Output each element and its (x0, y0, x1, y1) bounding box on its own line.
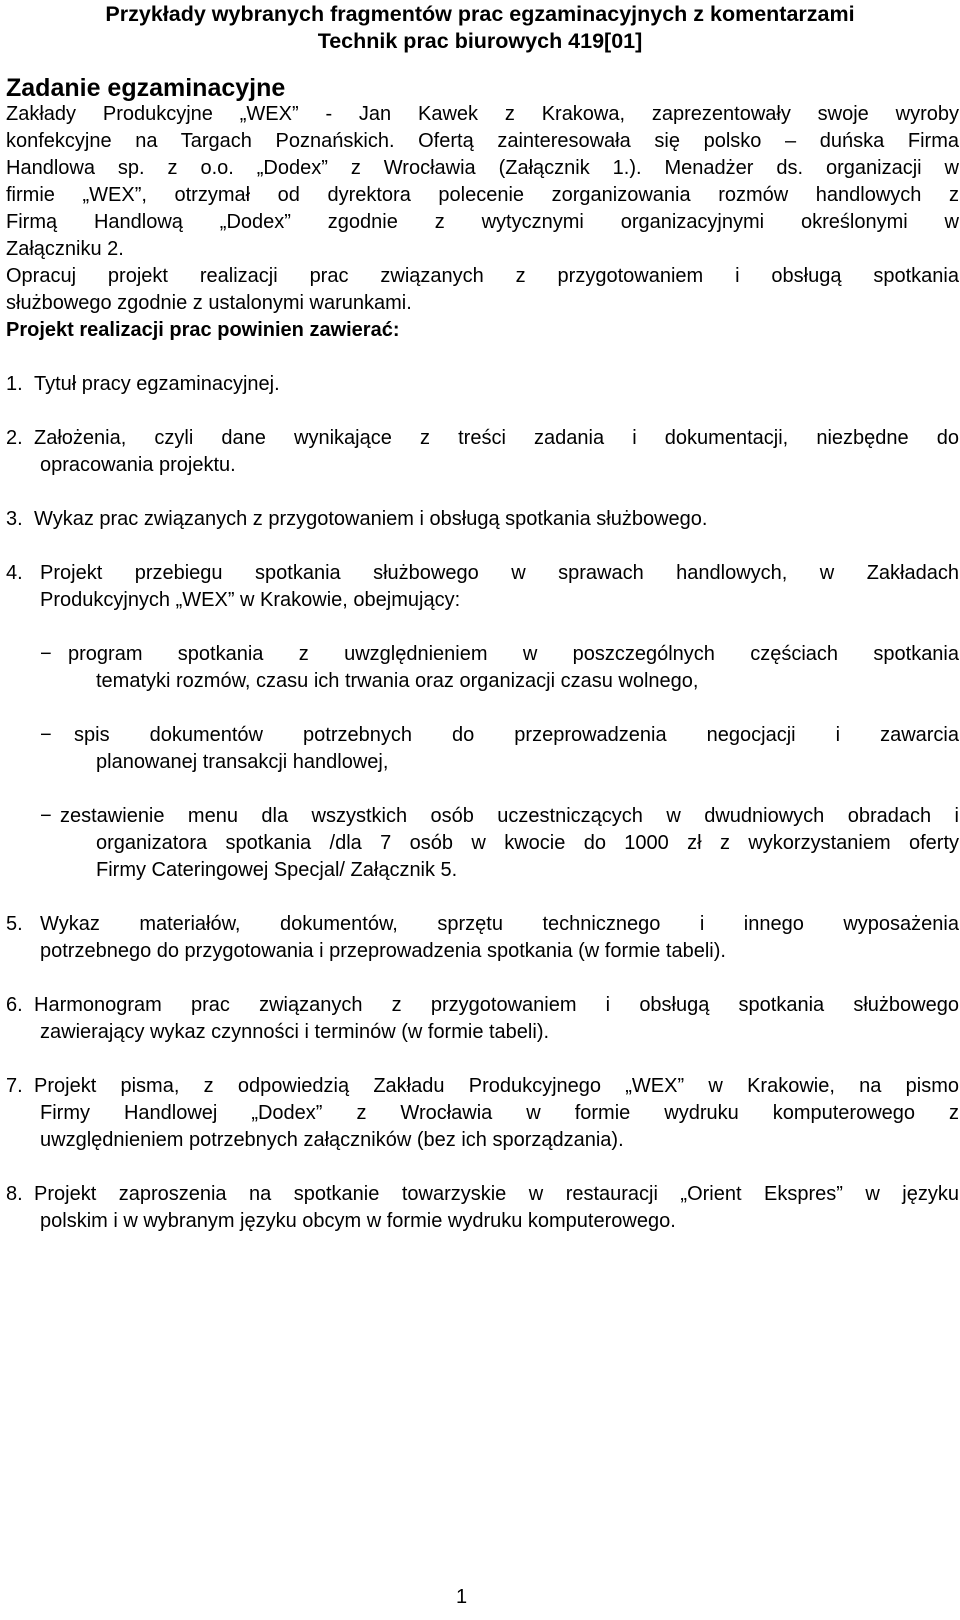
item-number: 6. (6, 994, 23, 1016)
item-text: zawierający wykaz czynności i terminów (w formie tabeli). (40, 1021, 550, 1043)
intro-line: Firmą Handlową „Dodex” zgodnie z wytycznymi organizacyjnymi określonymi w (6, 211, 959, 233)
item-number: 3. (6, 508, 23, 530)
item-text: Firmy Handlowej „Dodex” z Wrocławia w formie wydruku komputerowego z (40, 1102, 959, 1124)
item-text: polskim i w wybranym języku obcym w formie wydruku komputerowego. (40, 1210, 676, 1232)
header-title: Przykłady wybranych fragmentów prac egzaminacyjnych z komentarzami (105, 2, 855, 26)
item-number: 2. (6, 427, 23, 449)
item-text: Projekt zaproszenia na spotkanie towarzyskie w restauracji „Orient Ekspres” w języku (34, 1183, 959, 1205)
item-number: 5. (6, 913, 23, 935)
item-text: Tytuł pracy egzaminacyjnej. (34, 373, 280, 395)
item-text: Projekt pisma, z odpowiedzią Zakładu Produkcyjnego „WEX” w Krakowie, na pismo (34, 1075, 959, 1097)
item-number: 4. (6, 562, 23, 584)
intro-line: Handlowa sp. z o.o. „Dodex” z Wrocławia (Załącznik 1.). Menadżer ds. organizacji w (6, 157, 959, 179)
dash-marker: − (40, 643, 52, 665)
sub-item-text: spis dokumentów potrzebnych do przeprowadzenia negocjacji i zawarcia (74, 724, 959, 746)
intro-line: Załączniku 2. (6, 238, 124, 260)
item-number: 1. (6, 373, 23, 395)
page-number: 1 (456, 1586, 468, 1608)
sub-item-text: Firmy Cateringowej Specjal/ Załącznik 5. (96, 859, 458, 881)
item-text: Wykaz prac związanych z przygotowaniem i obsługą spotkania służbowego. (34, 508, 708, 530)
item-text: Harmonogram prac związanych z przygotowaniem i obsługą spotkania służbowego (34, 994, 959, 1016)
item-text: Wykaz materiałów, dokumentów, sprzętu technicznego i innego wyposażenia (40, 913, 959, 935)
sub-item-text: planowanej transakcji handlowej, (96, 751, 389, 773)
dash-marker: − (40, 724, 52, 746)
instruction-line: służbowego zgodnie z ustalonymi warunkami. (6, 292, 412, 314)
intro-line: firmie „WEX”, otrzymał od dyrektora polecenie zorganizowania rozmów handlowych z (6, 184, 959, 206)
intro-line: Zakłady Produkcyjne „WEX” - Jan Kawek z Krakowa, zaprezentowały swoje wyroby (6, 103, 959, 125)
sub-item-text: tematyki rozmów, czasu ich trwania oraz organizacji czasu wolnego, (96, 670, 699, 692)
item-text: Założenia, czyli dane wynikające z treści zadania i dokumentacji, niezbędne do (34, 427, 959, 449)
project-heading: Projekt realizacji prac powinien zawierać: (6, 319, 400, 341)
instruction-line: Opracuj projekt realizacji prac związanych z przygotowaniem i obsługą spotkania (6, 265, 959, 287)
item-text: opracowania projektu. (40, 454, 236, 476)
header-subtitle: Technik prac biurowych 419[01] (317, 29, 643, 53)
item-number: 7. (6, 1075, 23, 1097)
item-text: uwzględnieniem potrzebnych załączników (bez ich sporządzania). (40, 1129, 624, 1151)
item-text: Projekt przebiegu spotkania służbowego w sprawach handlowych, w Zakładach (40, 562, 959, 584)
item-text: potrzebnego do przygotowania i przeprowadzenia spotkania (w formie tabeli). (40, 940, 726, 962)
intro-line: konfekcyjne na Targach Poznańskich. Ofertą zainteresowała się polsko – duńska Firma (6, 130, 959, 152)
sub-item-text: program spotkania z uwzględnieniem w poszczególnych częściach spotkania (68, 643, 959, 665)
sub-item-text: zestawienie menu dla wszystkich osób uczestniczących w dwudniowych obradach i (60, 805, 959, 827)
item-text: Produkcyjnych „WEX” w Krakowie, obejmujący: (40, 589, 461, 611)
dash-marker: − (40, 805, 52, 827)
task-title: Zadanie egzaminacyjne (6, 74, 286, 102)
sub-item-text: organizatora spotkania /dla 7 osób w kwocie do 1000 zł z wykorzystaniem oferty (96, 832, 959, 854)
item-number: 8. (6, 1183, 23, 1205)
